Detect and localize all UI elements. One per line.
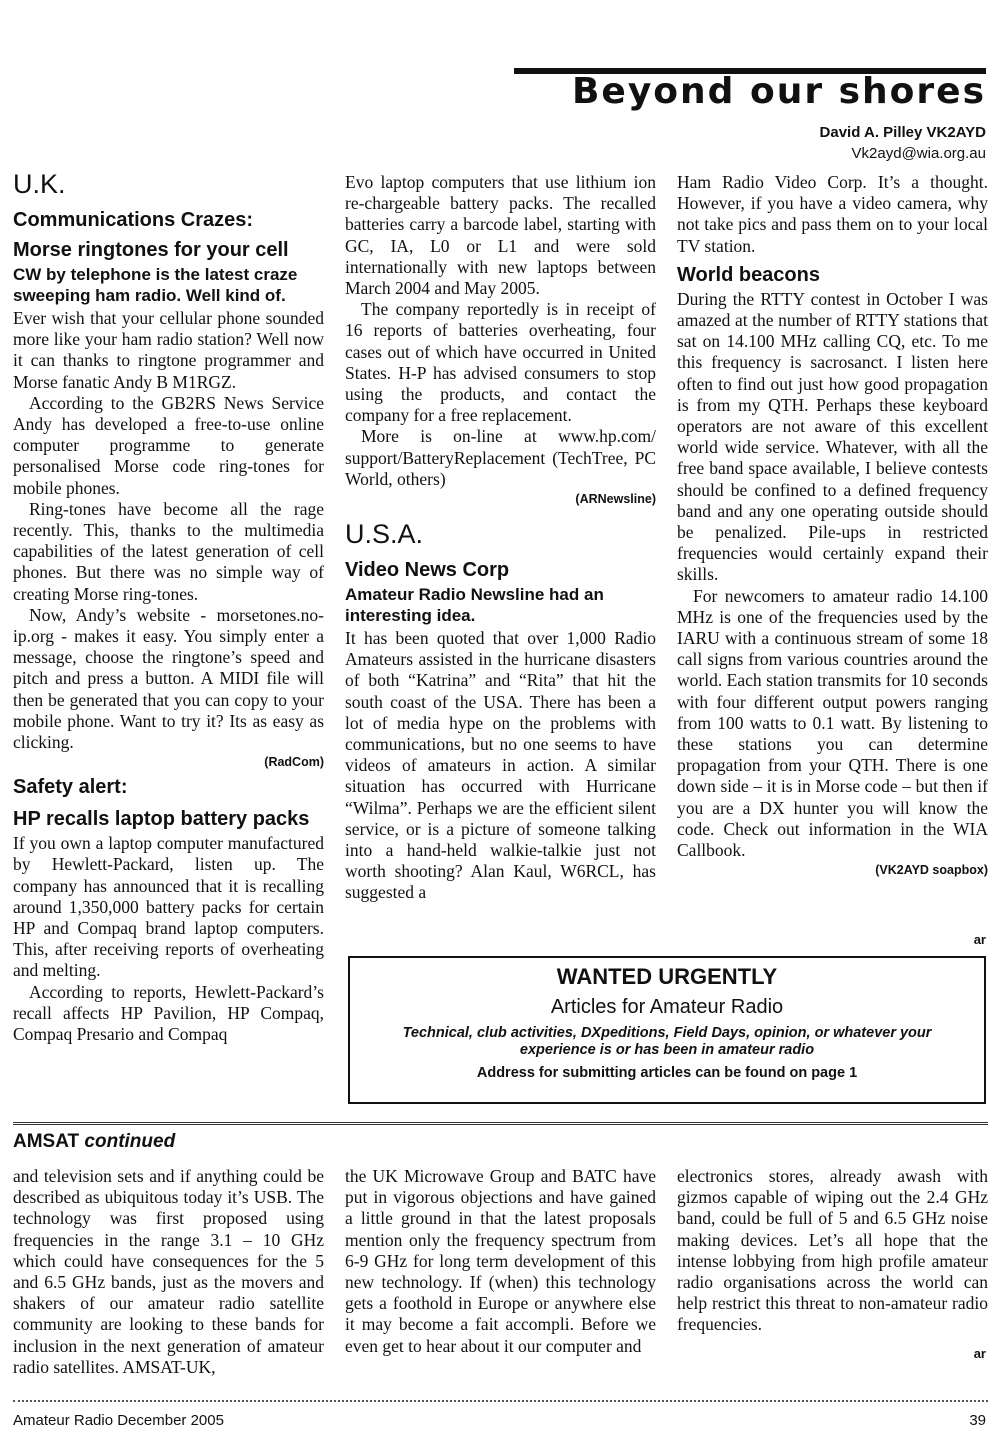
subhead-cw-telephone: CW by telephone is the latest craze sweeping ham radio. Well kind of.: [13, 265, 298, 305]
column-1: [13, 168, 324, 1045]
page-number: 39: [969, 1412, 986, 1429]
paragraph: According to the GB2RS News Service Andy has developed a free-to-use online computer programme to generate personalised Morse code ring-tones for mobile phones.: [13, 392, 324, 498]
amsat-column-1: [13, 1166, 324, 1378]
end-mark: ar: [973, 1346, 986, 1361]
amsat-heading-main: AMSAT: [13, 1131, 80, 1152]
wanted-address: Address for submitting articles can be found on page 1: [476, 1065, 858, 1081]
heading-communications-crazes: Communications Crazes:: [13, 209, 254, 231]
source-credit: (VK2AYD soapbox): [875, 863, 988, 878]
paragraph: electronics stores, already awash with gizmos capable of wiping out the 2.4 GHz band, could be full of 5 and 6.5 GHz noise making devices. Let’s all hope that the intense lobbying from high profile amateur radio organisations across the world can help restrict this threat to non-amateur radio frequencies.: [677, 1166, 988, 1335]
wanted-description: Technical, club activities, DXpeditions, Field Days, opinion, or whatever your experience is or has been in amateur radio: [402, 1025, 932, 1058]
amsat-column-2: [345, 1166, 656, 1357]
heading-video-news-corp: Video News Corp: [345, 559, 510, 582]
column-3: [677, 172, 988, 883]
author-email: Vk2ayd@wia.org.au: [851, 145, 986, 162]
heading-world-beacons: World beacons: [677, 263, 820, 286]
paragraph: Ham Radio Video Corp. It’s a thought. However, if you have a video camera, why not take pics and pass them on to your local TV station.: [677, 172, 988, 256]
paragraph: Ring-tones have become all the rage recently. This, thanks to the multimedia capabilities of the latest generation of cell phones. But there was no simple way of creating Morse ring-tones.: [13, 498, 324, 604]
author-name: David A. Pilley VK2AYD: [819, 124, 986, 141]
source-credit: (RadCom): [264, 755, 324, 770]
wanted-title: WANTED URGENTLY: [556, 964, 778, 989]
paragraph: Ever wish that your cellular phone sounded more like your ham radio station? Well now it can thanks to ringtone programmer and Morse fanatic Andy B M1RGZ.: [13, 308, 324, 392]
page-title: Beyond our shores: [571, 71, 986, 112]
end-mark: ar: [973, 932, 986, 947]
section-country-usa: U.S.A.: [345, 519, 424, 550]
paragraph: and television sets and if anything could be described as ubiquitous today it’s USB. The technology was first proposed using frequencies in the range 3.1 – 10 GHz which could have consequences for the 5 and 6.5 GHz bands, just as the movers and shakers of our amateur radio satellite community are looking to these bands for inclusion in the next generation of amateur radio satellites. AMSAT-UK,: [13, 1166, 324, 1377]
paragraph: During the RTTY contest in October I was amazed at the number of RTTY stations that sat on 14.100 MHz calling CQ, etc. To me this frequency is sacrosanct. I listen here often to find out just how good propagation is from my QTH. Perhaps these keyboard operators are not aware of this excellent world wide service. Whatever, with all the free band space available, I believe contests should be confined to a defined frequency band and any one operating outside should be penalized. Pile-ups in restricted frequencies would certainly expand their skills.: [677, 288, 988, 585]
amsat-heading-continued: continued: [84, 1131, 176, 1152]
heading-safety-alert: Safety alert:: [13, 776, 128, 799]
wanted-subtitle: Articles for Amateur Radio: [550, 996, 784, 1018]
section-country-uk: U.K.: [13, 169, 66, 199]
paragraph: Evo laptop computers that use lithium ion re-chargeable battery packs. The recalled batteries carry a barcode label, starting with GC, IA, L0 or L1 and were sold internationally with new laptops between March 2004 and May 2005.: [345, 172, 656, 299]
heading-morse-ringtones: Morse ringtones for your cell: [13, 239, 289, 261]
wanted-notice-box: [348, 956, 986, 1104]
paragraph: If you own a laptop computer manufactured by Hewlett-Packard, listen up. The company has announced that it is recalling around 1,350,000 battery packs for certain HP and Compaq brand laptop computers. This, after receiving reports of overheating and melting.: [13, 833, 324, 981]
paragraph: More is on-line at www.hp.com/ support/BatteryReplacement (TechTree, PC World, others): [345, 426, 656, 489]
paragraph: For newcomers to amateur radio 14.100 MHz is one of the frequencies used by the IARU with a continuous stream of some 18 call signs from various countries around the world. Each station transmits for 10 seconds with four different output powers ranging from 100 watts to 0.1 watt. By listening to these stations you can determine propagation from your QTH. There is one down side – it is in Morse code – but then if you are a DX hunter you will know the code. Check out information in the WIA Callbook.: [677, 585, 988, 861]
section-divider: [13, 1122, 988, 1125]
source-credit: (ARNewsline): [575, 492, 656, 507]
paragraph: the UK Microwave Group and BATC have put in vigorous objections and have gained a little ground in that the latest proposals mention only the frequency spectrum from 6-9 GHz for long term development of this new technology. If (when) this technology gets a foothold in Europe or anywhere else it may become a fait accompli. Before we even get to hear about it our computer and: [345, 1166, 656, 1356]
column-2: [345, 172, 656, 904]
paragraph: Now, Andy’s website - morsetones.no-ip.org - makes it easy. You simply enter a message, choose the ringtone’s speed and pitch and press a button. A MIDI file will then be generated that you can copy to your mobile phone. Want to try it? Its as easy as clicking.: [13, 604, 324, 753]
heading-hp-recall: HP recalls laptop battery packs: [13, 808, 310, 831]
paragraph: According to reports, Hewlett-Packard’s recall affects HP Pavilion, HP Compaq, Compaq Presario and Compaq: [13, 981, 324, 1045]
paragraph: The company reportedly is in receipt of 16 reports of batteries overheating, four cases out of which have occurred in United States. H-P has advised consumers to stop using the products, and contact the company for a free replacement.: [345, 299, 656, 426]
footer-divider: [13, 1400, 988, 1402]
amsat-column-3: [677, 1166, 988, 1336]
footer-publication: Amateur Radio December 2005: [13, 1412, 224, 1429]
amsat-heading: [13, 1131, 175, 1153]
paragraph: It has been quoted that over 1,000 Radio Amateurs assisted in the hurricane disasters of both “Katrina” and “Rita” that hit the south coast of the USA. There has been a lot of media hype on the problems with communications, but no one seems to have videos of amateurs in action. A similar situation has occurred with Hurricane “Wilma”. Perhaps we are the efficient silent service, or is a picture of someone talking into a hand-held walkie-talkie just not worth shooting? Alan Kaul, W6RCL, has suggested a: [345, 628, 656, 903]
subhead-newsline-idea: Amateur Radio Newsline had an interesting idea.: [345, 585, 604, 626]
